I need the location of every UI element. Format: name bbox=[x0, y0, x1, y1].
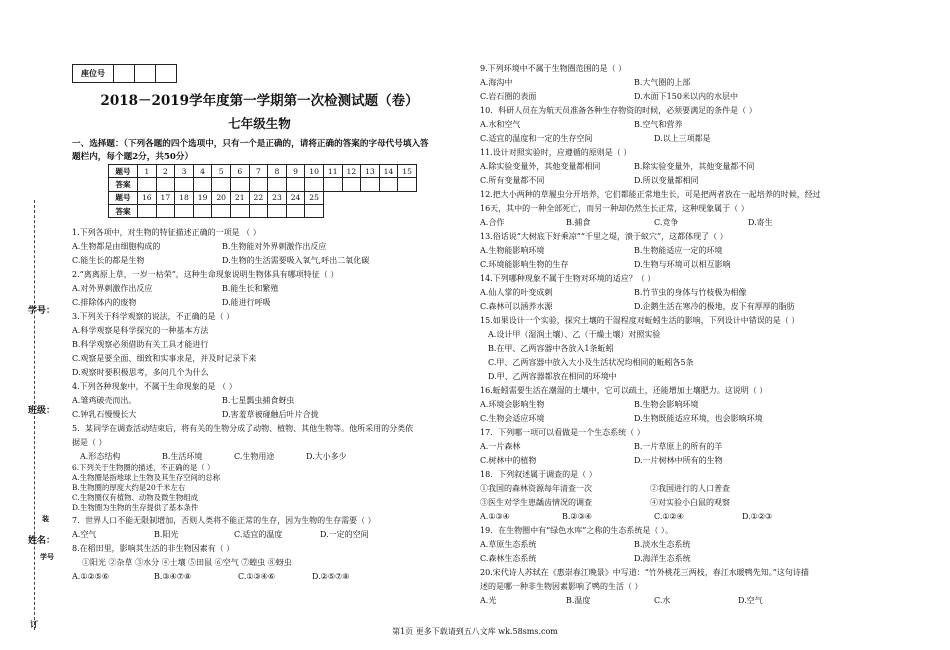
option: C.生物圈仅有植物、动物及微生物组成 bbox=[72, 493, 198, 502]
answer-table bbox=[108, 164, 417, 218]
question-text: 8.在稻田里，影响其生活的非生物因素有（ ） bbox=[72, 544, 235, 553]
question-text: 3.下列关于科学观察的说法，不正确的是（ ） bbox=[72, 312, 235, 321]
question-number: 18 bbox=[175, 191, 194, 204]
option: B.淡水生态系统 bbox=[634, 540, 691, 549]
option: A.①②⑤⑥ bbox=[72, 572, 110, 581]
question-text: 6.下列关于生物圈的描述，不正确的是（ ） bbox=[72, 463, 215, 472]
question-text: 18．下列叙述属于调查的是（ ） bbox=[480, 470, 597, 479]
answer-cell[interactable] bbox=[286, 178, 305, 191]
seat-box-3[interactable] bbox=[156, 65, 177, 83]
option: A.①③④ bbox=[480, 512, 510, 521]
option: A.雏鸡破壳而出。 bbox=[72, 396, 137, 405]
question-number: 7 bbox=[249, 165, 268, 178]
option: C.适宜的温度 bbox=[234, 530, 283, 539]
answer-cell[interactable] bbox=[286, 204, 305, 217]
question-number: 11 bbox=[323, 165, 342, 178]
option: C.生物用途 bbox=[234, 452, 275, 461]
page-footer: 第1页 更多下载请到五八文库 wk.58sms.com bbox=[392, 627, 558, 636]
option: D.生物既能适应环境，也会影响环境 bbox=[634, 414, 763, 423]
question-number: 22 bbox=[249, 191, 268, 204]
question-text: 述的是哪一种非生物因素影响了鸭的生活（ ） bbox=[480, 582, 643, 591]
question-number: 25 bbox=[305, 191, 324, 204]
question-number: 14 bbox=[379, 165, 398, 178]
answer-cell[interactable] bbox=[193, 178, 212, 191]
student-id-label: 学号： bbox=[28, 306, 56, 316]
class-label: 班级： bbox=[28, 406, 56, 416]
option: B.七星瓢虫捕食蚜虫 bbox=[222, 396, 295, 405]
answer-cell[interactable] bbox=[212, 178, 231, 191]
question-text: 13.俗话说“大树底下好乘凉”“千里之堤，溃于蚁穴”，这都体现了（ ） bbox=[480, 232, 728, 241]
option: D.海洋生态系统 bbox=[634, 554, 691, 563]
section1-heading-line2: 题栏内，每个题2分，共50分） bbox=[72, 152, 194, 162]
option: D.空气 bbox=[738, 596, 763, 605]
option: B.除实验变量外，其他变量都不同 bbox=[634, 162, 755, 171]
question-number: 1 bbox=[138, 165, 157, 178]
option: D.生物圈为生物的生存提供了基本条件 bbox=[72, 503, 199, 512]
question-number: 19 bbox=[193, 191, 212, 204]
option: D.害羞草被碰触后叶片合拢 bbox=[222, 410, 319, 419]
option: D.能进行呼吸 bbox=[222, 298, 271, 307]
option: D.生物的生活需要吸入氧气,呼出二氧化碳 bbox=[222, 256, 370, 265]
question-number: 20 bbox=[212, 191, 231, 204]
option: A.空气 bbox=[72, 530, 97, 539]
option: B.温度 bbox=[566, 596, 591, 605]
option: B.捕食 bbox=[566, 218, 591, 227]
question-text: 15.如果设计一个实验，探究土壤的干湿程度对蚯蚓生活的影响，下列设计中错误的是（ ） bbox=[480, 316, 800, 325]
answer-cell[interactable] bbox=[398, 178, 417, 191]
answer-cell[interactable] bbox=[361, 178, 380, 191]
option: A.设计甲（湿润土壤）、乙（干燥土壤）对照实验 bbox=[488, 330, 661, 339]
question-number: 16 bbox=[138, 191, 157, 204]
question-text: 11.设计对照实验时，应遵循的原则是（ ） bbox=[480, 148, 632, 157]
name-label: 姓名： bbox=[28, 536, 56, 546]
answer-table-row-answers-1 bbox=[109, 178, 417, 191]
option: A.合作 bbox=[480, 218, 505, 227]
question-text: 19．在生物圈中有“绿色水库”之称的生态系统是（ ）。 bbox=[480, 526, 673, 535]
option: B.③④⑦⑧ bbox=[154, 572, 192, 581]
option: C.排除体内的废物 bbox=[72, 298, 137, 307]
option: A.水和空气 bbox=[480, 120, 521, 129]
option: A.科学观察是科学探究的一种基本方法 bbox=[72, 326, 209, 335]
question-number: 21 bbox=[230, 191, 249, 204]
option: C.钟乳石慢慢长大 bbox=[72, 410, 137, 419]
question-number: 2 bbox=[156, 165, 175, 178]
option: A.对外界刺激作出反应 bbox=[72, 284, 153, 293]
question-number: 4 bbox=[193, 165, 212, 178]
option: B.阳光 bbox=[154, 530, 179, 539]
option: A.生物圈是指地球上生物及其生存空间的总称 bbox=[72, 473, 221, 482]
option: B.一片草原上的所有的羊 bbox=[634, 442, 723, 451]
option: C.①③④⑥ bbox=[238, 572, 276, 581]
option: ①我国的森林资源每年清查一次 bbox=[480, 484, 592, 493]
option: B.生活环境 bbox=[162, 452, 203, 461]
option: D.大小多少 bbox=[306, 452, 347, 461]
answer-table-header: 题号 bbox=[109, 165, 138, 178]
option: ④对实验小白鼠的观察 bbox=[650, 498, 730, 507]
option: D.水面下150米以内的水层中 bbox=[634, 92, 738, 101]
option: A.除实验变量外，其他变量都相同 bbox=[480, 162, 601, 171]
option: B.竹节虫的身体与竹枝极为相像 bbox=[634, 288, 747, 297]
answer-cell[interactable] bbox=[305, 204, 324, 217]
question-number: 5 bbox=[212, 165, 231, 178]
option: C.环境能影响生物的生存 bbox=[480, 260, 569, 269]
question-text: 20.宋代诗人苏轼在《惠崇春江晚景》中写道：“竹外桃花三两枝，春江水暖鸭先知。”这句诗描 bbox=[480, 568, 809, 577]
question-text: 14.下列哪种现象不属于生物对环境的适应？（ ） bbox=[480, 274, 656, 283]
answer-table-header: 答案 bbox=[109, 178, 138, 191]
option: B.空气和营养 bbox=[634, 120, 683, 129]
question-text: ①阳光 ②杂草 ③水分 ④土壤 ⑤田鼠 ⑥空气 ⑦蝗虫 ⑧蚜虫 bbox=[82, 558, 292, 567]
question-text: 4.下列各种现象中，不属于生命现象的是 （ ） bbox=[72, 382, 237, 391]
seat-label: 座位号 bbox=[73, 65, 114, 83]
option: A.生物都是由细胞构成的 bbox=[72, 242, 161, 251]
option: B.大气圈的上部 bbox=[634, 78, 691, 87]
option: C.生物会适应环境 bbox=[480, 414, 545, 423]
answer-table-row-numbers-1 bbox=[109, 165, 417, 178]
option: B.能生长和繁殖 bbox=[222, 284, 279, 293]
question-number: 8 bbox=[268, 165, 287, 178]
question-text: 16天，其中的一种全部死亡，而另一种却仍然生长正常，这种现象属于（ ） bbox=[480, 204, 749, 213]
option: C.甲、乙两容器中放入大小及生活状况均相同的蚯蚓各5条 bbox=[488, 358, 694, 367]
option: B.生物能对外界刺激作出反应 bbox=[222, 242, 327, 251]
question-number: 23 bbox=[268, 191, 287, 204]
option: B.②③④ bbox=[562, 512, 592, 521]
question-number: 6 bbox=[230, 165, 249, 178]
option: C.竞争 bbox=[654, 218, 679, 227]
seat-number-table bbox=[72, 64, 177, 83]
question-text: 1.下列各项中，对生物的特征描述正确的一项是 （ ） bbox=[72, 228, 261, 237]
answer-cell[interactable] bbox=[249, 204, 268, 217]
option: D.企鹅生活在寒冷的极地，皮下有厚厚的脂肪 bbox=[634, 302, 795, 311]
question-text: 16.蚯蚓需要生活在潮湿的土壤中，它可以疏土，还能增加土壤肥力。这说明（ ） bbox=[480, 386, 768, 395]
binding-zhuang-label: 装 bbox=[42, 514, 49, 523]
answer-cell[interactable] bbox=[138, 178, 157, 191]
answer-table-row-answers-2 bbox=[109, 204, 417, 217]
section1-heading-line1: 一、选择题：（下列各题的四个选项中，只有一个是正确的，请将正确的答案的字母代号填入答 bbox=[72, 139, 429, 149]
option: A.海沟中 bbox=[480, 78, 513, 87]
answer-table-header: 答案 bbox=[109, 204, 138, 217]
question-text: 12.把大小两种的草履虫分开培养，它们都能正常地生长，可是把两者放在一起培养的时候，经过 bbox=[480, 190, 821, 199]
answer-cell[interactable] bbox=[305, 178, 324, 191]
option: C.森林可以涵养水源 bbox=[480, 302, 553, 311]
answer-cell[interactable] bbox=[193, 204, 212, 217]
answer-table-row-numbers-2 bbox=[109, 191, 417, 204]
binding-ding-label: 订 bbox=[30, 619, 38, 629]
answer-cell[interactable] bbox=[230, 204, 249, 217]
answer-cell[interactable] bbox=[175, 204, 194, 217]
question-number: 15 bbox=[398, 165, 417, 178]
student-id-label-2: 学号 bbox=[40, 552, 54, 561]
option: A.形态结构 bbox=[80, 452, 121, 461]
option: ③医生对学生患龋齿情况的调查 bbox=[480, 498, 592, 507]
seat-box-1[interactable] bbox=[114, 65, 135, 83]
option: B.生物能适应一定的环境 bbox=[634, 246, 723, 255]
answer-cell[interactable] bbox=[323, 178, 342, 191]
option: B.生物圈的厚度大约是20千米左右 bbox=[72, 483, 186, 492]
answer-cell[interactable] bbox=[138, 204, 157, 217]
question-text: 9.下列环境中不属于生物圈范围的是（ ） bbox=[480, 64, 627, 73]
question-number: 13 bbox=[361, 165, 380, 178]
option: D.①②③ bbox=[742, 512, 773, 521]
option: B.生物会影响环境 bbox=[634, 400, 699, 409]
option: D.生物与环境可以相互影响 bbox=[634, 260, 731, 269]
question-text: 5．某同学在调查活动结束后，将有关的生物分成了动物、植物、其他生物等。他所采用的分类依 bbox=[72, 424, 414, 433]
option: C.森林生态系统 bbox=[480, 554, 537, 563]
option: C.所有变量都不同 bbox=[480, 176, 545, 185]
answer-cell[interactable] bbox=[230, 178, 249, 191]
option: D.所以变量都相同 bbox=[634, 176, 699, 185]
answer-cell[interactable] bbox=[342, 178, 361, 191]
option: B.科学观察必须借助有关工具才能进行 bbox=[72, 340, 209, 349]
option: D.寄生 bbox=[748, 218, 773, 227]
question-number: 17 bbox=[156, 191, 175, 204]
question-number: 12 bbox=[342, 165, 361, 178]
answer-cell[interactable] bbox=[379, 178, 398, 191]
question-number: 3 bbox=[175, 165, 194, 178]
option: A.生物能影响环境 bbox=[480, 246, 545, 255]
option: D.甲、乙两容器都放在相同的环境中 bbox=[488, 372, 617, 381]
page-subtitle: 七年级生物 bbox=[228, 116, 291, 131]
answer-cell[interactable] bbox=[175, 178, 194, 191]
question-text: 7．世界人口不能无限制增加，否则人类将不能正常的生存，因为生物的生存需要（ ） bbox=[72, 516, 376, 525]
option: A.环境会影响生物 bbox=[480, 400, 545, 409]
option: C.适宜的温度和一定的生存空间 bbox=[480, 134, 593, 143]
option: C.岩石圈的表面 bbox=[480, 92, 537, 101]
answer-cell[interactable] bbox=[212, 204, 231, 217]
option: C.①②④ bbox=[654, 512, 684, 521]
option: C.观察是要全面、细致和实事求是，并及时记录下来 bbox=[72, 354, 257, 363]
option: D.一定的空间 bbox=[320, 530, 369, 539]
option: D.观察时要积极思考，多问几个为什么 bbox=[72, 368, 209, 377]
option: D.一片树林中所有的生物 bbox=[634, 456, 723, 465]
option: A.草原生态系统 bbox=[480, 540, 537, 549]
answer-cell[interactable] bbox=[268, 178, 287, 191]
option: C.树林中的植物 bbox=[480, 456, 537, 465]
question-text: 10．科研人员在为航天员准备各种生存物资的时候，必须要满足的条件是（ ） bbox=[480, 106, 757, 115]
question-text: 17．下列哪一项可以看做是一个生态系统（ ） bbox=[480, 428, 645, 437]
question-number: 10 bbox=[305, 165, 324, 178]
question-number: 9 bbox=[286, 165, 305, 178]
option: A.光 bbox=[480, 596, 497, 605]
question-number: 24 bbox=[286, 191, 305, 204]
seat-box-2[interactable] bbox=[135, 65, 156, 83]
option: D.以上三项都是 bbox=[654, 134, 711, 143]
answer-cell[interactable] bbox=[249, 178, 268, 191]
question-text: 2.“离离原上草，一岁一枯荣”，这种生命现象说明生物体具有哪项特征（ ） bbox=[72, 270, 339, 279]
option: A.仙人掌的叶变成刺 bbox=[480, 288, 553, 297]
option: B.在甲、乙两容器中各放入1条蚯蚓 bbox=[488, 344, 614, 353]
answer-cell[interactable] bbox=[268, 204, 287, 217]
option: D.②⑤⑦⑧ bbox=[312, 572, 350, 581]
answer-cell[interactable] bbox=[156, 178, 175, 191]
option: C.水 bbox=[654, 596, 671, 605]
option: ②我国进行的人口普查 bbox=[650, 484, 730, 493]
page-title: 2018－2019学年度第一学期第一次检测试题（卷） bbox=[100, 93, 419, 109]
answer-cell[interactable] bbox=[156, 204, 175, 217]
option: A.一片森林 bbox=[480, 442, 521, 451]
question-text: 据是（ ） bbox=[72, 438, 107, 447]
option: C.能生长的都是生物 bbox=[72, 256, 145, 265]
answer-table-header: 题号 bbox=[109, 191, 138, 204]
